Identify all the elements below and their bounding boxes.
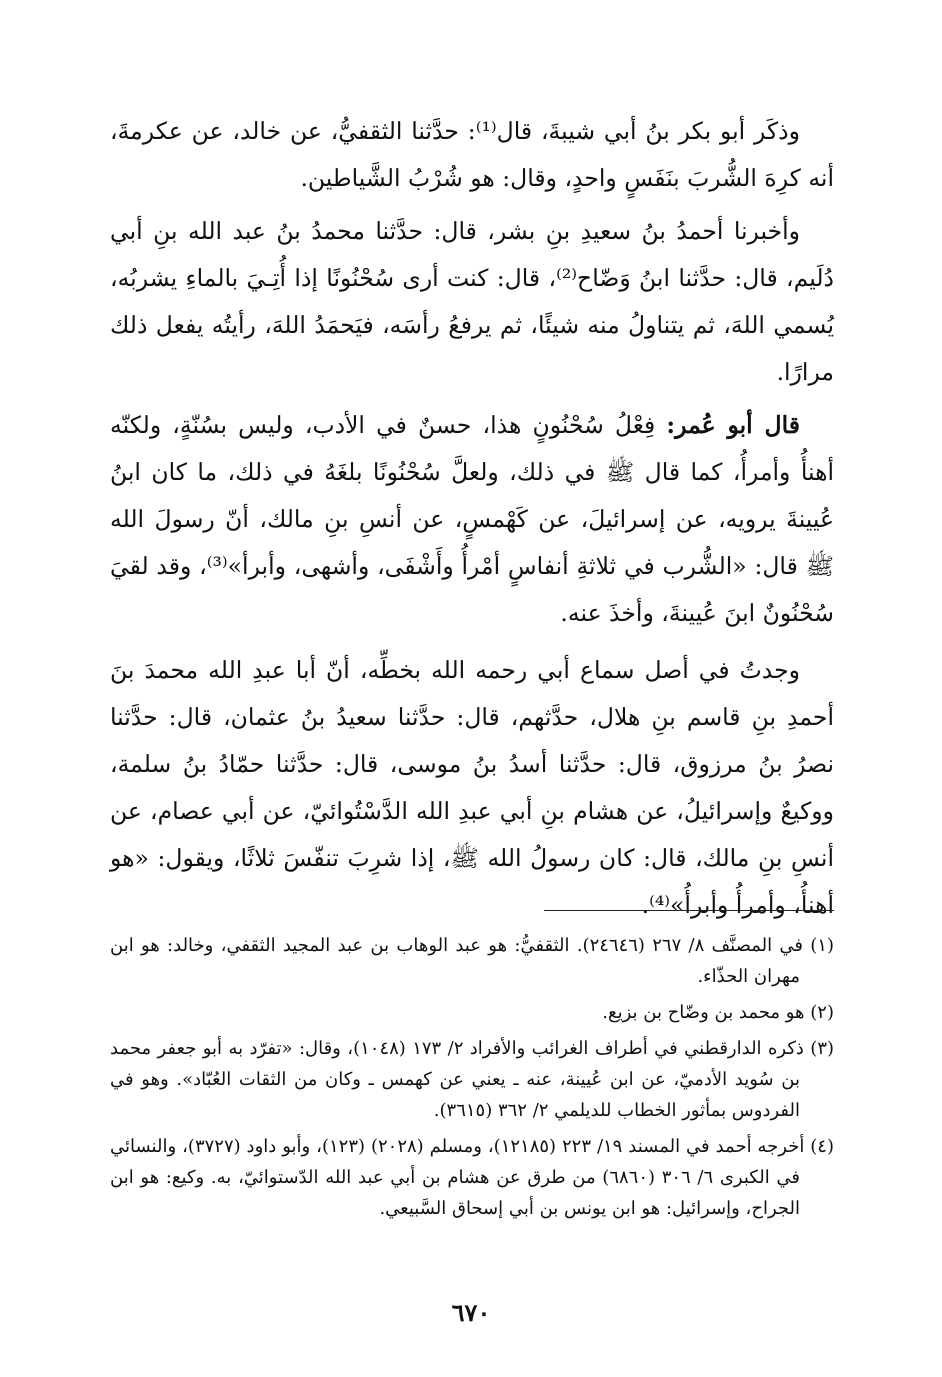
- paragraph-2: وأخبرنا أحمدُ بنُ سعيدِ بنِ بشر، قال: حدَّثنا محمدُ بنُ عبد الله بنِ أبي دُلَيم، قال: حدَّثنا ابنُ وَضّاح⁽²⁾، قال: كنت أرى سُحْنُونًا إذا أُتِـيَ بالماءِ يشربُه، يُسمي اللهَ، ثم يتناولُ منه شيئًا، ثم يرفعُ رأسَه، فيَحمَدُ اللهَ، رأيتُه يفعل ذلك مرارًا.: [110, 217, 834, 386]
- footnote-4: (٤) أخرجه أحمد في المسند ١٩/ ٢٢٣ (١٢١٨٥)، ومسلم (٢٠٢٨) (١٢٣)، وأبو داود (٣٧٢٧)، والنسائي في الكبرى ٦/ ٣٠٦ (٦٨٦٠) من طرق عن هشام بن أبي عبد الله الدّستوائيّ، به. وكيع: هو ابن الجراح، وإسرائيل: هو ابن يونس بن أبي إسحاق السَّبيعي.: [110, 1136, 834, 1219]
- paragraph-3-text: فِعْلُ سُحْنُونٍ هذا، حسنٌ في الأدب، وليس بسُنّةٍ، ولكنّه أهنأُ وأمرأُ، كما قال ﷺ في ذلك، ولعلَّ سُحْنُونًا بلغَهُ في ذلك، ما كان ابنُ عُيينةَ يرويه، عن إسرائيلَ، عن كَهْمسٍ، عن أنسِ بنِ مالك، أنّ رسولَ الله ﷺ قال: «الشُّرب في ثلاثةِ أنفاسٍ أمْرأُ وأَشْفَى، وأشهى، وأبرأ»⁽³⁾، وقد لقيَ سُحْنُونٌ ابنَ عُيينةَ، وأخذَ عنه.: [110, 411, 834, 627]
- footnote-divider: [544, 910, 834, 911]
- main-text: [110, 108, 834, 939]
- page-number: ٦٧٠: [451, 1298, 491, 1327]
- paragraph-1: وذكَر أبو بكر بنُ أبي شيبةَ، قال⁽¹⁾: حدَّثنا الثقفيُّ، عن خالد، عن عكرمةَ، أنه كرِهَ الشُّربَ بنَفَسٍ واحدٍ، وقال: هو شُرْبُ الشَّياطين.: [110, 117, 834, 192]
- footnote-2: (٢) هو محمد بن وضّاح بن بزيع.: [602, 1002, 834, 1023]
- footnotes: [110, 930, 834, 1229]
- paragraph-lead-in: قال أبو عُمر:: [666, 411, 800, 439]
- footnote-1: (١) في المصنَّف ٨/ ٢٦٧ (٢٤٦٤٦). الثقفيُّ: هو عبد الوهاب بن عبد المجيد الثقفي، وخالد: هو ابن مهران الحذّاء.: [110, 935, 834, 987]
- paragraph-4: وجدتُ في أصل سماع أبي رحمه الله بخطِّه، أنّ أبا عبدِ الله محمدَ بنَ أحمدِ بنِ قاسم بنِ هلال، حدَّثهم، قال: حدَّثنا سعيدُ بنُ عثمان، قال: حدَّثنا نصرُ بنُ مرزوق، قال: حدَّثنا أسدُ بنُ موسى، قال: حدَّثنا حمّادُ بنُ سلمة، ووكيعٌ وإسرائيلُ، عن هشام بنِ أبي عبدِ الله الدَّسْتُوائيّ، عن أبي عصام، عن أنسِ بنِ مالك، قال: كان رسولُ الله ﷺ، إذا شرِبَ تنفّسَ ثلاثًا، ويقول: «هو أهنأُ، وأمرأُ وأبرأُ»⁽⁴⁾.: [110, 656, 834, 919]
- paragraph-3: [110, 402, 834, 637]
- footnote-3: (٣) ذكره الدارقطني في أطراف الغرائب والأفراد ٢/ ١٧٣ (١٠٤٨)، وقال: «تفرّد به أبو جعفر محمد بن سُويد الأدميّ، عن ابن عُيينة، عنه ـ يعني عن كهمس ـ وكان من الثقات العُبّاد». وهو في الفردوس بمأثور الخطاب للديلمي ٢/ ٣٦٢ (٣٦١٥).: [110, 1038, 835, 1121]
